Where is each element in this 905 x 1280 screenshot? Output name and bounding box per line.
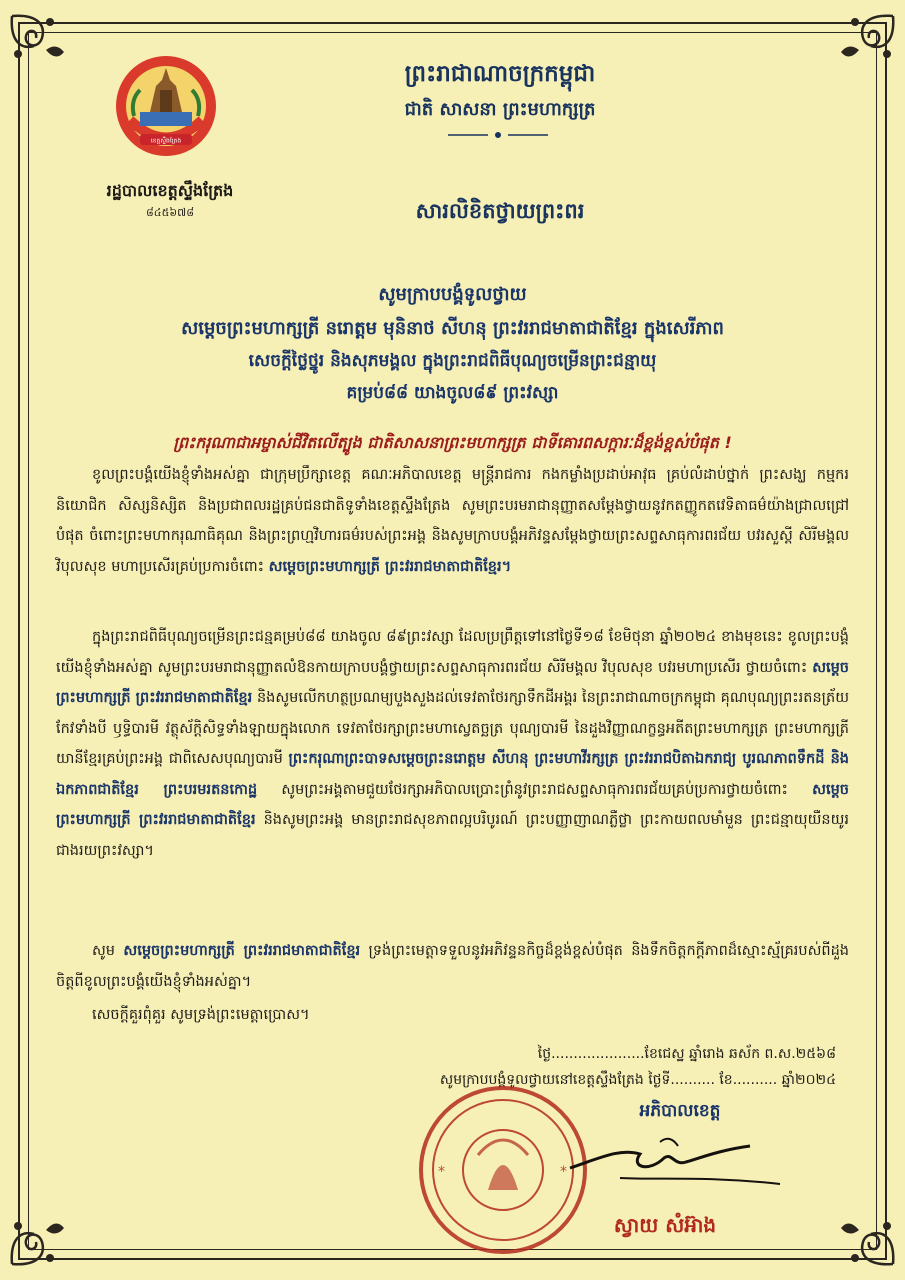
paragraph-text: ខូលព្រះបង្គំយើងខ្ញុំទាំងអស់គ្នា ជាក្រុមប្រឹក្សាខេត្ត គណៈអភិបាលខេត្ត មន្ត្រីរាជការ កងកម្លាំងប្រដាប់អាវុធ គ្រប់លំដាប់ថ្នាក់ ព្រះសង្ឃ កម្មករ និយោជិក សិស្សនិស្សិត និងប្រជាពលរដ្ឋគ្រប់ជនជាតិទូទាំងខេត្តស្ទឹងត្រែង សូមព្រះបរមរាជានុញ្ញាតសម្តែងថ្វាយនូវកតញ្ញូកតវេទិតាធម៌យ៉ាងជ្រាលជ្រៅបំផុត ចំពោះព្រះមហាករុណាធិគុណ និងព្រះព្រហ្មវិហារធម៌របស់ព្រះអង្គ និងសូមក្រាបបង្គំអភិវន្ទសម្តែងថ្វាយព្រះសព្ទសាធុការពរជ័យ បវរសួស្តី សិរីមង្គល វិបុលសុខ មហាប្រសើរគ្រប់ប្រការចំពោះ <box>56 467 849 575</box>
solar-date-line: សូមក្រាបបង្គំទូលថ្វាយនៅខេត្តស្ទឹងត្រែង ថ្ងៃទី.......... ខែ.......... ឆ្នាំ២០២៤ <box>439 1072 836 1088</box>
body-paragraph-2 <box>56 622 849 932</box>
paragraph-text: សូម <box>92 943 116 959</box>
signer-name: ស្វាយ សំអ៊ាង <box>613 1213 717 1237</box>
kingdom-heading: ព្រះរាជាណាចក្រកម្ពុជា <box>404 61 596 87</box>
address-line-3: សេចក្តីថ្លៃថ្នូរ និងសុភមង្គល ក្នុងព្រះរាជពិធីបុណ្យចម្រើនព្រះជន្មាយុ <box>248 351 657 371</box>
address-line-1: សូមក្រាបបង្គំទូលថ្វាយ <box>378 284 527 305</box>
corner-ornament-icon <box>827 10 899 82</box>
lunar-date-line: ថ្ងៃ.....................ខែជេស្ឋ ឆ្នាំរោង ឆស័ក ព.ស.២៥៦៨ <box>537 1046 836 1062</box>
body-paragraph-1 <box>56 460 849 620</box>
corner-ornament-icon <box>6 1198 78 1270</box>
motto-divider-icon <box>448 130 548 140</box>
royal-name-bold: សម្តេចព្រះមហាក្សត្រី ព្រះវររាជមាតាជាតិខ្មែរ <box>56 659 850 706</box>
address-line-2: សម្តេចព្រះមហាក្សត្រី នរោត្តម មុនិនាថ សីហនុ ព្រះវររាជមាតាជាតិខ្មែរ ក្នុងសេរីភាព <box>181 318 724 339</box>
svg-text:*: * <box>438 1164 445 1180</box>
corner-ornament-icon <box>6 10 78 82</box>
closing-phrase: សេចក្តីគួរពុំគួរ សូមទ្រង់ព្រះមេត្តាប្រោស។ <box>92 1007 310 1023</box>
signer-title: អភិបាលខេត្ត <box>639 1101 721 1121</box>
emblem-caption: ខេត្តស្ទឹងត្រែង <box>150 137 182 145</box>
royal-name-bold: សម្តេចព្រះមហាក្សត្រី ព្រះវររាជមាតាជាតិខ្មែរ។ <box>268 558 512 575</box>
paragraph-text: និងសូមលើកហត្ថប្រណម្យបួងសួងដល់ទេវតាថែរក្សាទឹកដីអង្គរ នៃព្រះរាជាណាចក្រកម្ពុជា គុណបុណ្យព្រះរតនត្រ័យ កែវទាំងបី ឫទ្ធិបារមី វត្ថុស័ក្តិសិទ្ធទាំងឡាយក្នុងលោក ទេវតាថែរក្សាព្រះមហាស្វេតច្ឆត្រ បុណ្យបារមី នៃដួងវិញ្ញាណក្ខន្ធអតីតព្រះមហាក្សត្រ ព្រះមហាក្សត្រីយានីខ្មែរគ្រប់ព្រះអង្គ ជាពិសេសបុណ្យបារមី <box>56 690 850 767</box>
royal-slogan: ព្រះករុណាជាអម្ចាស់ជីវិតលើត្បូង ជាតិសាសនាព្រះមហាក្សត្រ ជាទីគោរពសក្ការៈដ៏ខ្ពង់ខ្ពស់បំផុត ! <box>173 433 732 452</box>
corner-ornament-icon <box>827 1198 899 1270</box>
paragraph-text: និងសូមព្រះអង្គ មានព្រះរាជសុខភាពល្អបរិបូរណ៍ ព្រះបញ្ញាញាណភ្លឺថ្លា ព្រះកាយពលមាំមួន ព្រះជន្មាយុយឺនយូរជាងរយព្រះវស្សា។ <box>56 812 849 859</box>
office-reference: ៨៤៥៦៧៨ <box>146 206 194 219</box>
paragraph-text: ក្នុងព្រះរាជពិធីបុណ្យចម្រើនព្រះជន្មគម្រប់៨៨ យាងចូល ៨៩ព្រះវស្សា ដែលប្រព្រឹត្តទៅនៅថ្ងៃទី១៨ ខែមិថុនា ឆ្នាំ២០២៤ ខាងមុខនេះ ខូលព្រះបង្គំយើងខ្ញុំទាំងអស់គ្នា សូមព្រះបរមរាជានុញ្ញាតលំឱនកាយក្រាបបង្គំថ្វាយព្រះសព្ទសាធុការពរជ័យ សិរីមង្គល វិបុលសុខ បវរមហាប្រសើរ ថ្វាយចំពោះ <box>56 629 849 676</box>
national-motto: ជាតិ សាសនា ព្រះមហាក្សត្រ <box>404 99 596 120</box>
svg-text:*: * <box>560 1164 567 1180</box>
paragraph-text: ទ្រង់ព្រះមេត្តាទទួលនូវអភិវន្ទនកិច្ចដ៏ខ្ពង់ខ្ពស់បំផុត និងទឹកចិត្តកក្តីភាពដ៏ស្មោះស្ម័គ្ររបស់ពីដួងចិត្តពីខូលព្រះបង្គំយើងខ្ញុំទាំងអស់គ្នា។ <box>56 943 850 990</box>
document-title: សារលិខិតថ្វាយព្រះពរ <box>415 199 585 223</box>
paragraph-text: សូមព្រះអង្គតាមជួយថែរក្សាអភិបាលប្រោះព្រំនូវព្រះរាជសព្ទសាធុការពរជ័យគ្រប់ប្រការថ្វាយចំពោះ <box>281 781 788 798</box>
royal-name-bold: សម្តេចព្រះមហាក្សត្រី ព្រះវររាជមាតាជាតិខ្មែរ <box>123 943 361 959</box>
issuing-office: រដ្ឋបាលខេត្តស្ទឹងត្រែង <box>106 181 234 200</box>
body-paragraph-3 <box>56 936 849 1000</box>
handwritten-signature <box>560 1128 790 1198</box>
royal-name-bold: ព្រះករុណាព្រះបាទសម្តេចព្រះនរោត្តម សីហនុ ព្រះមហាវីរក្សត្រ ព្រះវររាជបិតាឯករាជ្យ បូរណភាពទឹកដី និងឯកភាពជាតិខ្មែរ ព្រះបរមរតនកោដ្ឋ <box>56 751 849 798</box>
royal-name-bold: សម្តេចព្រះមហាក្សត្រី ព្រះវររាជមាតាជាតិខ្មែរ <box>56 781 849 828</box>
province-emblem-icon <box>110 50 222 162</box>
address-line-4: គម្រប់៨៨ យាងចូល៨៩ ព្រះវស្សា <box>346 383 559 403</box>
